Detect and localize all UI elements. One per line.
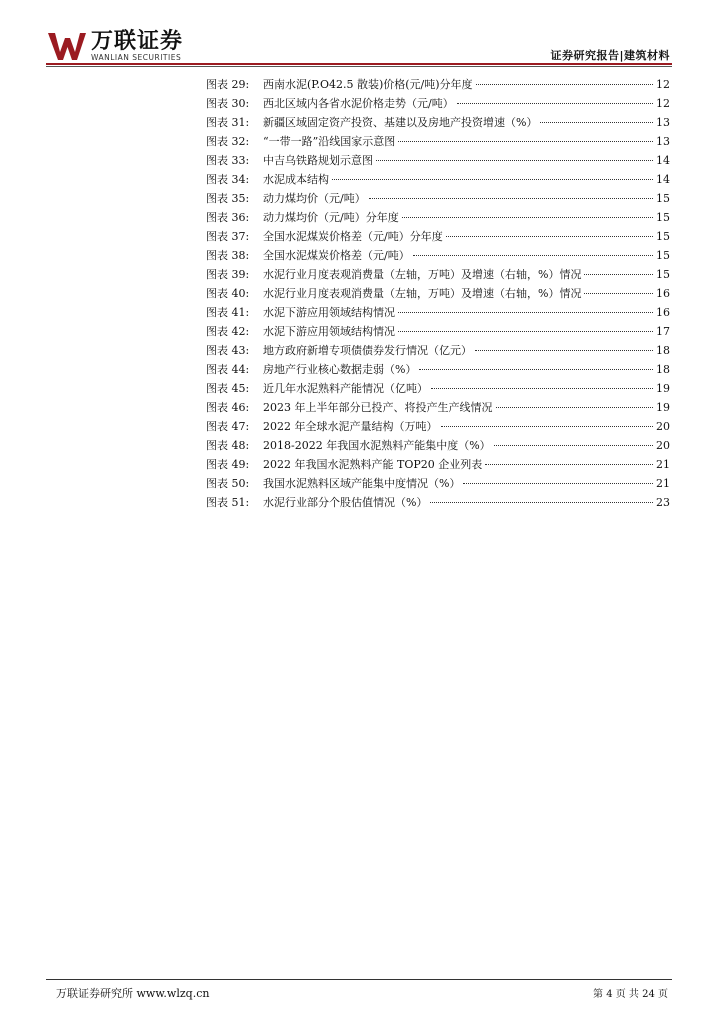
figure-number: 图表 50: xyxy=(206,477,250,490)
dot-leader xyxy=(496,407,654,408)
figure-page-number: 23 xyxy=(656,496,670,509)
dot-leader xyxy=(441,426,654,427)
toc-entry[interactable] xyxy=(206,151,670,170)
figure-number: 图表 36: xyxy=(206,211,250,224)
figure-number: 图表 42: xyxy=(206,325,250,338)
toc-entry[interactable] xyxy=(206,341,670,360)
figure-page-number: 15 xyxy=(656,268,670,281)
toc-entry[interactable] xyxy=(206,322,670,341)
footer-source: 万联证券研究所 www.wlzq.cn xyxy=(56,987,210,1000)
figure-title: 水泥行业月度表观消费量（左轴，万吨）及增速（右轴，%）情况 xyxy=(263,287,582,300)
company-logo xyxy=(47,30,183,62)
toc-entry[interactable] xyxy=(206,474,670,493)
figure-page-number: 14 xyxy=(656,173,670,186)
dot-leader xyxy=(369,198,653,199)
figure-title: 房地产行业核心数据走弱（%） xyxy=(263,363,417,376)
figure-number: 图表 40: xyxy=(206,287,250,300)
figure-number: 图表 44: xyxy=(206,363,250,376)
figure-page-number: 14 xyxy=(656,154,670,167)
dot-leader xyxy=(540,122,653,123)
figure-page-number: 20 xyxy=(656,420,670,433)
figure-page-number: 13 xyxy=(656,116,670,129)
dot-leader xyxy=(332,179,653,180)
figure-page-number: 12 xyxy=(656,97,670,110)
figure-title: 水泥行业月度表观消费量（左轴，万吨）及增速（右轴，%）情况 xyxy=(263,268,582,281)
figure-page-number: 16 xyxy=(656,287,670,300)
figure-page-number: 21 xyxy=(656,458,670,471)
figure-page-number: 18 xyxy=(656,363,670,376)
figure-title: 2022 年我国水泥熟料产能 TOP20 企业列表 xyxy=(263,458,483,471)
footer-divider xyxy=(46,979,672,980)
figure-list xyxy=(206,75,670,512)
figure-number: 图表 51: xyxy=(206,496,250,509)
toc-entry[interactable] xyxy=(206,113,670,132)
figure-title: 2018-2022 年我国水泥熟料产能集中度（%） xyxy=(263,439,491,452)
dot-leader xyxy=(476,84,653,85)
figure-page-number: 15 xyxy=(656,249,670,262)
figure-number: 图表 32: xyxy=(206,135,250,148)
figure-page-number: 18 xyxy=(656,344,670,357)
figure-number: 图表 35: xyxy=(206,192,250,205)
figure-title: 西南水泥(P.O42.5 散装)价格(元/吨)分年度 xyxy=(263,78,473,91)
toc-entry[interactable] xyxy=(206,208,670,227)
dot-leader xyxy=(430,502,653,503)
logo-chinese-name: 万联证券 xyxy=(91,28,184,54)
figure-page-number: 15 xyxy=(656,192,670,205)
figure-number: 图表 31: xyxy=(206,116,250,129)
figure-title: 动力煤均价（元/吨） xyxy=(263,192,366,205)
figure-number: 图表 47: xyxy=(206,420,250,433)
toc-entry[interactable] xyxy=(206,303,670,322)
logo-english-name: WANLIAN SECURITIES xyxy=(91,52,182,62)
figure-title: 全国水泥煤炭价格差（元/吨）分年度 xyxy=(263,230,443,243)
dot-leader xyxy=(398,141,653,142)
dot-leader xyxy=(431,388,653,389)
figure-title: 地方政府新增专项债债券发行情况（亿元） xyxy=(263,344,472,357)
dot-leader xyxy=(584,293,653,294)
figure-number: 图表 41: xyxy=(206,306,250,319)
dot-leader xyxy=(475,350,653,351)
toc-entry[interactable] xyxy=(206,132,670,151)
header-divider-gray xyxy=(46,66,672,67)
figure-title: 水泥行业部分个股估值情况（%） xyxy=(263,496,428,509)
dot-leader xyxy=(376,160,653,161)
toc-entry[interactable] xyxy=(206,227,670,246)
toc-entry[interactable] xyxy=(206,493,670,512)
toc-entry[interactable] xyxy=(206,170,670,189)
header-divider-red xyxy=(46,63,672,65)
report-type-label: 证券研究报告|建筑材料 xyxy=(550,49,670,62)
figure-page-number: 16 xyxy=(656,306,670,319)
figure-title: 水泥下游应用领域结构情况 xyxy=(263,325,395,338)
toc-entry[interactable] xyxy=(206,189,670,208)
figure-title: 我国水泥熟料区域产能集中度情况（%） xyxy=(263,477,461,490)
dot-leader xyxy=(457,103,653,104)
dot-leader xyxy=(446,236,653,237)
figure-title: 2022 年全球水泥产量结构（万吨） xyxy=(263,420,438,433)
figure-number: 图表 33: xyxy=(206,154,250,167)
toc-entry[interactable] xyxy=(206,398,670,417)
dot-leader xyxy=(463,483,653,484)
toc-entry[interactable] xyxy=(206,360,670,379)
figure-number: 图表 48: xyxy=(206,439,250,452)
figure-title: 水泥下游应用领域结构情况 xyxy=(263,306,395,319)
figure-number: 图表 46: xyxy=(206,401,250,414)
figure-title: “一带一路”沿线国家示意图 xyxy=(263,135,396,148)
figure-page-number: 12 xyxy=(656,78,670,91)
toc-entry[interactable] xyxy=(206,379,670,398)
figure-page-number: 15 xyxy=(656,211,670,224)
dot-leader xyxy=(419,369,653,370)
figure-number: 图表 43: xyxy=(206,344,250,357)
dot-leader xyxy=(584,274,653,275)
figure-number: 图表 29: xyxy=(206,78,250,91)
figure-number: 图表 37: xyxy=(206,230,250,243)
figure-title: 中吉乌铁路规划示意图 xyxy=(263,154,373,167)
dot-leader xyxy=(398,331,653,332)
dot-leader xyxy=(485,464,653,465)
toc-entry[interactable] xyxy=(206,436,670,455)
figure-title: 2023 年上半年部分已投产、将投产生产线情况 xyxy=(263,401,493,414)
dot-leader xyxy=(402,217,653,218)
toc-entry[interactable] xyxy=(206,265,670,284)
toc-entry[interactable] xyxy=(206,455,670,474)
figure-page-number: 15 xyxy=(656,230,670,243)
page-number: 第 4 页 共 24 页 xyxy=(593,989,668,1000)
figure-number: 图表 38: xyxy=(206,249,250,262)
figure-page-number: 19 xyxy=(656,382,670,395)
dot-leader xyxy=(494,445,653,446)
toc-entry[interactable] xyxy=(206,94,670,113)
figure-page-number: 13 xyxy=(656,135,670,148)
figure-number: 图表 39: xyxy=(206,268,250,281)
figure-number: 图表 30: xyxy=(206,97,250,110)
dot-leader xyxy=(413,255,653,256)
figure-page-number: 21 xyxy=(656,477,670,490)
toc-entry[interactable] xyxy=(206,284,670,303)
toc-entry[interactable] xyxy=(206,246,670,265)
wanlian-logo-icon xyxy=(47,30,87,62)
dot-leader xyxy=(398,312,653,313)
figure-title: 全国水泥煤炭价格差（元/吨） xyxy=(263,249,410,262)
figure-page-number: 19 xyxy=(656,401,670,414)
figure-page-number: 20 xyxy=(656,439,670,452)
figure-number: 图表 34: xyxy=(206,173,250,186)
figure-number: 图表 49: xyxy=(206,458,250,471)
figure-title: 水泥成本结构 xyxy=(263,173,329,186)
figure-title: 动力煤均价（元/吨）分年度 xyxy=(263,211,399,224)
figure-title: 近几年水泥熟料产能情况（亿吨） xyxy=(263,382,428,395)
figure-title: 西北区域内各省水泥价格走势（元/吨） xyxy=(263,97,454,110)
figure-title: 新疆区域固定资产投资、基建以及房地产投资增速（%） xyxy=(263,116,538,129)
figure-page-number: 17 xyxy=(656,325,670,338)
figure-number: 图表 45: xyxy=(206,382,250,395)
toc-entry[interactable] xyxy=(206,75,670,94)
toc-entry[interactable] xyxy=(206,417,670,436)
